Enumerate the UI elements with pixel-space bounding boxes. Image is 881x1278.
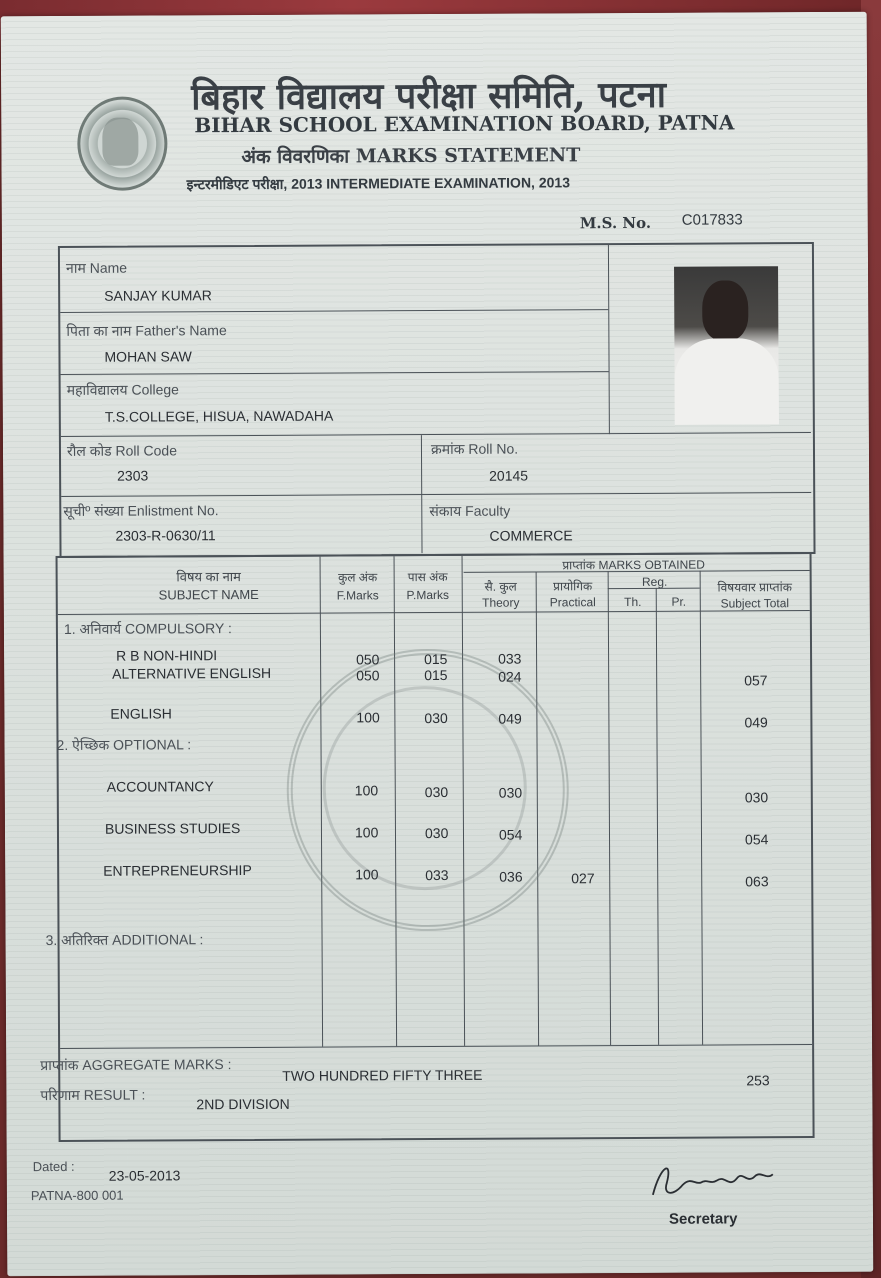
- result-label: परिणाम RESULT :: [40, 1086, 146, 1104]
- practical-header-en: Practical: [549, 595, 596, 610]
- roll-no: 20145: [489, 467, 529, 484]
- table-row-pmarks: 030: [424, 783, 449, 801]
- table-row-subject: ENGLISH: [110, 705, 172, 722]
- table-row-pmarks: 030: [424, 824, 449, 842]
- table-row-theory: 030: [498, 784, 523, 801]
- father-name-label: पिता का नाम Father's Name: [66, 322, 227, 339]
- enlistment-no: 2303-R-0630/11: [115, 527, 216, 544]
- table-row-pmarks: 033: [425, 866, 449, 884]
- table-row-theory: 024: [498, 668, 522, 685]
- table-row-fmarks: 050: [356, 667, 380, 684]
- aggregate-words: TWO HUNDRED FIFTY THREE: [282, 1066, 483, 1084]
- marks-statement-sheet: [1, 12, 874, 1277]
- table-row-theory: 036: [499, 868, 523, 885]
- roll-code: 2303: [117, 467, 149, 484]
- total-header-en: Subject Total: [720, 596, 790, 611]
- fmarks-header-en: F.Marks: [336, 588, 379, 603]
- theory-header-en: Theory: [482, 595, 520, 610]
- total-header-hi: विषयवार प्राप्तांक: [717, 580, 792, 595]
- pmarks-header-hi: पास अंक: [407, 569, 448, 585]
- statement-title: अंक विवरणिका MARKS STATEMENT: [241, 144, 581, 169]
- section-additional: 3. अतिरिक्त ADDITIONAL :: [45, 931, 204, 949]
- place: PATNA-800 001: [30, 1187, 124, 1204]
- section-compulsory: 1. अनिवार्य COMPULSORY :: [63, 620, 232, 637]
- college-label: महाविद्यालय College: [66, 381, 179, 398]
- reg-th-header: Th.: [624, 594, 642, 610]
- father-name: MOHAN SAW: [104, 348, 192, 365]
- hindi-title: बिहार विद्यालय परीक्षा समिति, पटना: [191, 73, 667, 119]
- aggregate-value: 253: [746, 1072, 770, 1089]
- table-row-fmarks: 100: [354, 782, 379, 799]
- aggregate-label: प्राप्तांक AGGREGATE MARKS :: [40, 1056, 232, 1074]
- roll-code-label: रौल कोड Roll Code: [66, 442, 177, 459]
- issue-date: 23-05-2013: [108, 1167, 181, 1184]
- table-row-total: 063: [745, 873, 769, 890]
- table-row-total: 049: [744, 714, 768, 731]
- table-row-fmarks: 100: [355, 866, 379, 883]
- ms-no-label: M.S. No.: [579, 213, 652, 233]
- table-row-pmarks: 015: [424, 650, 448, 668]
- theory-header-hi: सै. कुल: [484, 579, 517, 594]
- table-row-fmarks: 100: [354, 824, 379, 841]
- name-label: नाम Name: [65, 259, 128, 276]
- table-row-fmarks: 100: [356, 709, 380, 726]
- table-row-subject: ACCOUNTANCY: [106, 778, 214, 795]
- reg-header: Reg.: [641, 574, 668, 589]
- dated-label: Dated :: [32, 1158, 75, 1175]
- pmarks-header-en: P.Marks: [406, 587, 450, 603]
- table-row-theory: 054: [498, 826, 523, 843]
- table-row-fmarks: 050: [356, 651, 380, 668]
- marks-obtained-header: प्राप्तांक MARKS OBTAINED: [562, 557, 705, 573]
- subject-header-en: SUBJECT NAME: [158, 586, 259, 603]
- reg-pr-header: Pr.: [671, 594, 687, 609]
- college-name: T.S.COLLEGE, HISUA, NAWADAHA: [104, 407, 334, 425]
- subject-header-hi: विषय का नाम: [176, 569, 241, 585]
- faculty: COMMERCE: [489, 527, 573, 544]
- ms-no-value: C017833: [681, 211, 743, 229]
- table-row-subject: R B NON-HINDI: [116, 647, 218, 664]
- practical-header-hi: प्रायोगिक: [553, 579, 593, 594]
- table-row-theory: 033: [498, 650, 522, 667]
- fmarks-header-hi: कुल अंक: [338, 570, 378, 585]
- student-photo: [674, 266, 779, 425]
- result-value: 2ND DIVISION: [196, 1095, 290, 1113]
- secretary-label: Secretary: [668, 1210, 738, 1228]
- enlistment-label: सूचीº संख्या Enlistment No.: [63, 502, 219, 519]
- section-optional: 2. ऐच्छिक OPTIONAL :: [56, 736, 192, 753]
- board-seal-icon: [77, 96, 167, 190]
- english-title: BIHAR SCHOOL EXAMINATION BOARD, PATNA: [194, 110, 735, 138]
- table-row-theory: 049: [498, 710, 522, 727]
- table-row-pmarks: 030: [424, 709, 448, 727]
- table-row-total: 057: [744, 672, 768, 689]
- table-row-total: 054: [744, 831, 769, 848]
- table-row-practical: 027: [571, 870, 595, 887]
- table-row-subject: ALTERNATIVE ENGLISH: [112, 664, 272, 682]
- roll-no-label: क्रमांक Roll No.: [430, 440, 519, 458]
- table-row-total: 030: [744, 789, 769, 806]
- secretary-signature: [643, 1154, 783, 1205]
- student-name: SANJAY KUMAR: [104, 287, 212, 304]
- exam-line: इन्टरमीडिएट परीक्षा, 2013 INTERMEDIATE EXAMINATION, 2013: [186, 174, 571, 193]
- faculty-label: संकाय Faculty: [429, 502, 511, 520]
- table-row-pmarks: 015: [424, 666, 448, 684]
- table-row-subject: ENTREPRENEURSHIP: [103, 861, 252, 879]
- table-row-subject: BUSINESS STUDIES: [104, 820, 241, 837]
